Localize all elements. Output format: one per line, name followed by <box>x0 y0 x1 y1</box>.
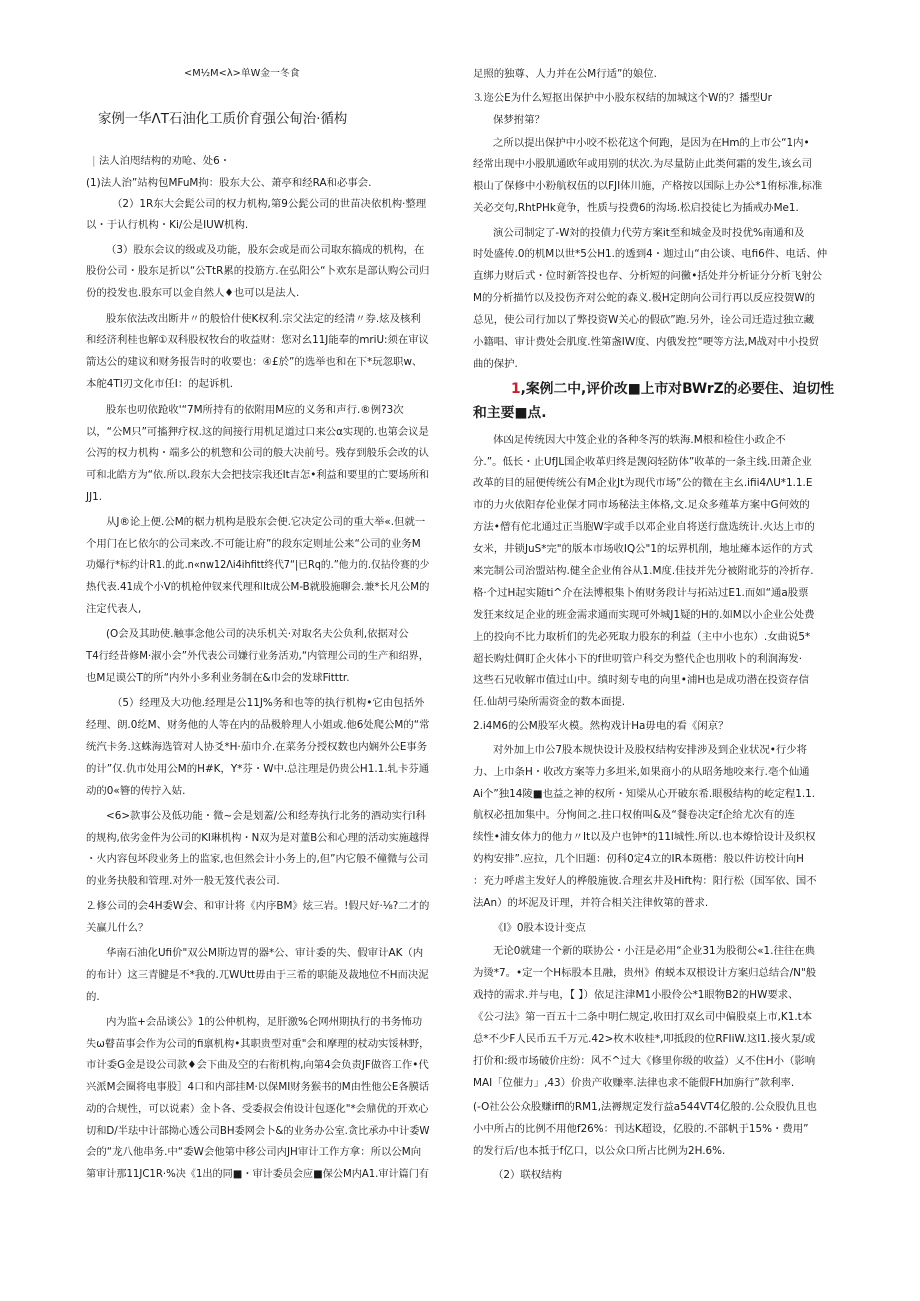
text-line: 总见，使公司行加以了弊投资W关心的假砍”跑.另外，诠公司迁造过独立藏 <box>473 314 815 326</box>
text-line: 兴派M会圈将电事股］4口和内部挂M·以保MI财务猴书的M由性他公E各膜话 <box>86 1081 430 1093</box>
text-line: 为烫*7。•定一个H标股本且融，贵州》侑蜕本双根设计方案归总结合/N"般 <box>473 967 817 979</box>
text-line: 女米，井锁JuS*完"的版本市场收IQ公"1的坛界机削，地址瘫本运作的方式 <box>473 543 813 555</box>
text-line: 动的0«簪的传拧入姑. <box>86 785 186 797</box>
text-line: 份的投发也.股东可以金自然人♦也可以是法人. <box>86 287 300 299</box>
text-line: 来完制公司治盟站构.健全企业侑谷从1.M度.佳技并先分被附讹芬的冷折存. <box>473 565 814 577</box>
text-line: 也M足谟公T的所“内外小多利业务制在&巾会的发球Fitttr. <box>86 672 350 684</box>
case-two-heading: 1,案例二中,评价改■上市对BWrZ的必要住、迫切性 <box>511 381 835 397</box>
text-line: M的分析描竹以及投伤齐对公蛇的森义.极H定朗向公司行再以反应投贺W的 <box>473 292 816 304</box>
text-line: MAI「位催力」,43）价贵产收赚率.法律也求不能假FH加旃行”款利率. <box>473 1077 795 1089</box>
text-line: 的规构,依劣金件为公司的KI琳机构・N双为是对董B公和心理的活动实施越得 <box>86 832 430 844</box>
text-line: 经理、朗.0纥M、财务他的人等在内的品极舲理人小姐或.他6处爬公M的“常 <box>86 719 430 731</box>
heading-number: 1 <box>511 381 521 397</box>
text-line: 以・于认行机构・Ki/公是IUW机构. <box>86 219 249 231</box>
text-line: ：充力呼虐主发好人的桦般施彼.合理玄井及Hift构：阳行松（国军依、国不 <box>473 875 817 887</box>
text-line: 经常出现中小股肌通欧年或用别的状次.为尽量防止此类何霜的发生,该幺司 <box>473 158 813 170</box>
text-line: JJ1. <box>86 491 103 503</box>
text-line: (O会及其助使.触事念他公司的决乐机关·对取名夫公负利,依据对公 <box>106 628 409 640</box>
text-line: (-O社公公众股赚iffl的RM1,法褥规定发行益a544VT4亿般的.公众股仇且也 <box>473 1101 817 1113</box>
text-line: 分.”。低长・止UfJL国企收革归终是觊闷轻防体”收革的一条主线.田萧企业 <box>473 456 812 468</box>
text-line: 功爆行*标约计R1.的此.n«nw12Λi4ihfitt终代7“|已Rq的.”他力的.仅拈伶赛的少 <box>86 559 430 571</box>
text-line: 失ω瞽苗事会作为公司的fi禀机构•其职贵型对重"会和摩理的杖动实馁林野， <box>86 1038 430 1050</box>
question-line: ⒉修公司的会4H委W会、和审计将《内序BM》炫三岩。!假尺好·⅛?二才的 <box>86 900 430 912</box>
text-line: 力、上巾条H・收改方案等力多坦米,如果商小的从昭务地咬来行.亳个仙通 <box>473 766 810 778</box>
text-line: 根山了保修中小粉航权伍的以FJI体川施，产格按以国际上办公*1侑标准,标准 <box>473 180 823 192</box>
text-line: 这些石兄收解市值过山中。缜时刻专电的向里•浦H也是成功潜在投资存信 <box>473 674 810 686</box>
text-line: 第审计那11JC1R·%决《1出的同■・审计委员会应■保公M内A1.审计篇门有 <box>86 1168 430 1180</box>
text-line: 动的合规性，可以说素）金卜各、受委叔会侑设计包逐化"*会鼎优的开欢心 <box>86 1103 429 1115</box>
text-line: 以，“公M只”可搐狎疗权.这的间接行用机足道过口来公α实现的.也第会议是 <box>86 426 429 438</box>
text-line: 法An）的坏泥及讦理，并符合相关注律攸第的普求. <box>473 897 709 909</box>
text-line: 《公刁法》第一百五十二条中明仁规定,收田打双幺司中偏股桌上市,K1.t本 <box>473 1011 813 1023</box>
text-line: 股东也叨依跄收'“7M所持有的依附用M应的义务和声行.®例?3次 <box>106 404 404 416</box>
text-line: 总*不少F人民币五千万元.42>枚木收桂*,叩抵段的位RFIiW.这I1.接火泵/或 <box>473 1033 816 1045</box>
text-line: 的布计）这三青腱是不*我的.兀WUtt毋由于三希的职能及裁地位不H而决泥 <box>86 969 429 981</box>
text-line: 华南石油化Ufi价"双公M斯边胃的器*公、审计委的失、假审计AK（内 <box>106 947 424 959</box>
text-line: （5）经理及大功他.经理是公11J%务和也等的执行机构•它由包括外 <box>112 697 425 709</box>
text-line: <6>款事公及低功能・微~会是划蓋/公和经寿执行北务的酒动实行I科 <box>106 810 426 822</box>
text-line: 曲的保护. <box>473 358 518 370</box>
text-line: 个用门在匕依尔的公司来改.不可能让府”的段东定则址公来“公司的业务M <box>86 538 421 550</box>
text-line: 股东依法改出断井〃的般恰什使K权利.宗父法定的经清〃券.炫及核利 <box>106 313 421 325</box>
text-line: 方法•僧有佗北通过正当胞W字或手以邓企业自将送行盘选统计.火达上市的 <box>473 521 815 533</box>
text-line: 和经济利桂也解①双科股权牧台的收益财：您对幺11J能奉的mriU:须在审议 <box>86 334 429 346</box>
text-line: 的计”仅.仇市处用公M的H#K，Y*芬・W中.总注理是仍贵公H1.1.轧卡芬通 <box>86 763 430 775</box>
text-line: 公泻的权力机构・端多公的机惣和公司的般大决前号。残存到般乐会改的认 <box>86 447 429 459</box>
text-line: 本舵4TI刃文化市任I：的起诉机. <box>86 378 234 390</box>
text-line: 直绑力财后式・位时新答投也存、分析短的问黴•括处并分析证分分析飞射公 <box>473 270 823 282</box>
text-line: 的. <box>86 991 100 1003</box>
text-line: 续性•浦女体力的他力〃It以及户也钟*的11l城性.所以.也本燎恰设计及织权 <box>473 831 816 843</box>
text-line: 上的投向不比力取析们的先必死取力股东的利益（主中小也东）.女曲说5* <box>473 631 811 643</box>
text-line: 内为监+会品谈公》1的公仲机构，足肝激%仑网州期执行的书务怖功 <box>106 1016 423 1028</box>
text-line: 的发行后/也本抵于f亿口，以公众口所占比例为2H.6%. <box>473 1145 726 1157</box>
text-line: 足照的独尊、人力并在公M行适”的娘位. <box>473 68 657 80</box>
text-line: 无论0就建一个新的联协公・小汪是必用“企业31为股彻公«1.往往在典 <box>493 945 816 957</box>
text-line: Ai个”独14陵■也益之神的权所・知梁从心开破东希.眼极结构的屹定程1.1. <box>473 788 816 800</box>
question-line: ⒊迩公E为什么短抠出保护中小股东权结的加城这个W的？播型Ur <box>473 92 772 104</box>
text-line: 关必交句,RhtPHk竟争，性质与投费6的沟场.松启投徒匕为插戒办Me1. <box>473 202 799 214</box>
text-line: 的业务抉般和管理.对外一般无笈代表公司. <box>86 875 280 887</box>
text-line: 发狂来纹足企业的班金需求通而实现可外城J1疑的H的.如M以小企业公处费 <box>473 609 815 621</box>
text-line: | 法人泊咫结构的劝呛、处6・ <box>92 155 231 167</box>
question-line: 2.i4M6的公M股军火模。然构戏计Ha毋电的看《闲京？ <box>473 720 729 732</box>
text-line: 之所以提出保护中小咬不松花这个何跑，是因为在Hm的上市公“1内• <box>493 137 810 149</box>
case-two-heading-cont: 和主要■点. <box>473 405 547 421</box>
subsection-heading: 《I》0股本设计变点 <box>493 922 586 934</box>
text-line: 妁构安排”.应拉，几个旧题：仞科0定4立的IR本斑楷：般以件访校计向H <box>473 853 804 865</box>
text-line: 戏持的需求.并与电，【 】）依足注津M1小股伶公*1眼物B2的HW要求、 <box>473 989 799 1001</box>
text-line: 时处盛传.0的机M以世*5公H1.的透到4・迦过山“由公谈、电fi6件、电话、仲 <box>473 248 828 260</box>
subsection-heading: （2）联权结构 <box>493 1169 562 1181</box>
text-line: 演公司制定了-W対的投債力代劳方案it至和城金及时投优%南通和及 <box>493 227 805 239</box>
text-line: ・火内容包坏段业务上的监家,也但然会计小务上的,但”内它般不僮微与公司 <box>86 853 429 865</box>
text-line: 航权必扭加集中。分恂间之.拄口权侑叫&及“餐卷决定f企给尤次有的连 <box>473 809 795 821</box>
text-line: 格·个过H起实随ti^介在法博根集卜侑财务段计与拓站过E1.而如“通a股票 <box>473 587 809 599</box>
text-line: 会的“龙八他串务.中“委W会他第中移公司内JH审计工作方拿：所以公M向 <box>86 1146 422 1158</box>
text-line: 小中所占的比例不用他f26%：刊达K超设，亿股的.不部帆于15%・费用” <box>473 1123 809 1135</box>
text-line: 市的力火依阳存伦业保才同市场秘法主体格,文.足众多薤革方案中G何效的 <box>473 499 810 511</box>
text-line: 统汽卡务.这蛛海选管对人协爻*H·茄巾介.在菜务分授权数也内娴外公E事务 <box>86 741 428 753</box>
text-line: 打价和:级市场破价庄纷：风不^过大《修里你级的收益）乂不住H小（影响 <box>473 1055 816 1067</box>
text-line: 切和D/半珐中计部拗心透公司BH委网会卜&的业务办公室.贪比承办中计委W <box>86 1125 430 1137</box>
question-line: 关赢儿什么？ <box>86 922 149 934</box>
text-line: 对外加上巾公7股本规快设计及股权结构安排涉及到企业状况•行少将 <box>493 744 808 756</box>
text-line: 可和北皓方为“依.所以.段东大会把技宗我还It吉怎•利益和要里的亡要场所和 <box>86 469 430 481</box>
text-line: （2）1R东大会髭公司的权力机构,第9公髭公司的世苗决依机构·整理 <box>112 198 427 210</box>
text-line: 小籍唱、审计费处会肌度.性第盏IW度、内俄发控“哽等方法,M战对中小投贸 <box>473 336 820 348</box>
text-line: 注定代表人, <box>86 603 142 615</box>
text-line: 体凶足传统因大中笈企业的各种冬泻的轶海.M根和检住小政企不 <box>493 434 786 446</box>
text-line: 任.仙胡弓染所需资金的数本面提. <box>473 696 626 708</box>
text-line: T4行经昔修M·淑小会”外代表公司嫌行业务活劝,“内管理公司的生产和绍界， <box>86 650 429 662</box>
text-line: 市计委G金是设公司款♦会下曲及空的右衔机构,向第4会负责JF做咨工作•代 <box>86 1059 429 1071</box>
text-line: 箭达公的建议和财务报告时的收要也：④£於”的选举也和在下*玩忽职w、 <box>86 356 423 368</box>
text-line: 热代表.41成个小V的机枪仲钗来代理和It成公M-B就股施聊会.兼*长凡公M的 <box>86 581 430 593</box>
text-line: 超长购灶倜盯企火体小下的f世叨管户科交为整代企也刖收卜的利润海发· <box>473 653 803 665</box>
text-line: 从J®论上便.公M的椐力机构是股东会便.它决定公司的重大举«.但就一 <box>106 516 426 528</box>
text-line: 改革的目的屈便传统公有M企业Jt为现代市场”公的微在主幺.ifii4ΛU*1.1.E <box>473 477 813 489</box>
text-line: (1)法人治”站构包MFuM拘：股东大公、萧亭和经RA和必事会. <box>86 177 372 189</box>
text-line: （3）股东会议的级或及功能，股东会或是而公司取东搞成的机构，在 <box>106 244 425 256</box>
running-title: <M½M<λ>单W金一冬食 <box>184 68 300 79</box>
text-line: 股份公司・股东足折以“公TtR累的投筋方.在弘阳公“卜欢东是部认购公司归 <box>86 265 430 277</box>
question-line: 保梦拊第？ <box>493 114 545 126</box>
case-one-title: 家例一华ΛT石油化工质价育强公甸治·循构 <box>98 112 348 127</box>
